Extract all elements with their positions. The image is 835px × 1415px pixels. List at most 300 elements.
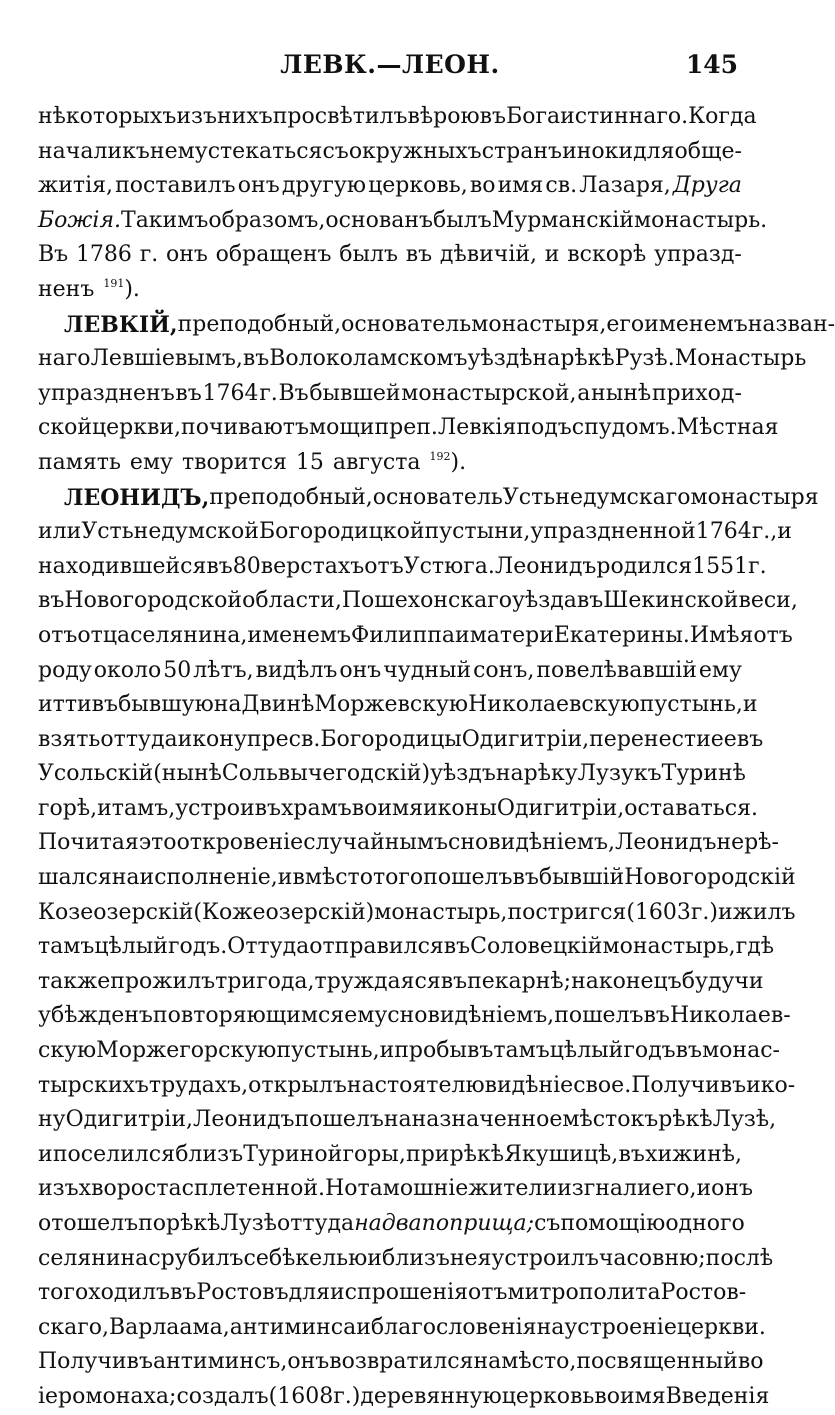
word: 1764 — [202, 380, 259, 406]
word: вмѣсто — [292, 865, 373, 891]
word: пресв. — [246, 726, 321, 752]
word: онъ — [166, 242, 208, 268]
word: ему — [698, 657, 742, 683]
word: и — [718, 899, 733, 925]
text-line — [38, 238, 742, 273]
word: странъ — [481, 138, 563, 164]
word: Оттуда — [227, 934, 310, 960]
text-line — [38, 273, 742, 308]
word: и — [367, 1245, 382, 1271]
word: Леонидъ — [193, 1107, 295, 1133]
word: близъ — [175, 1141, 244, 1167]
text-line — [38, 1138, 742, 1173]
word: тамъ — [38, 934, 95, 960]
word: преп. — [374, 415, 438, 441]
word: келью — [295, 1245, 368, 1271]
word: ненъ — [38, 276, 95, 302]
word: для — [288, 1280, 330, 1306]
word: сонъ, — [473, 657, 535, 683]
word: устроеніе — [564, 1314, 677, 1340]
word: монас- — [702, 1038, 780, 1064]
word: а — [577, 380, 591, 406]
word: упраздненъ — [38, 380, 175, 406]
word: церкви. — [676, 1314, 766, 1340]
word: для — [633, 138, 675, 164]
word: Варлаама, — [108, 1314, 230, 1340]
word: уѣздѣ — [467, 346, 533, 372]
word: дѣвичій, — [439, 242, 538, 268]
word: нихъ — [217, 104, 273, 129]
text-line — [38, 688, 758, 723]
text-line — [38, 584, 798, 619]
word: упразд- — [654, 242, 742, 268]
word: ему — [129, 449, 173, 475]
word: нея — [449, 1245, 492, 1271]
word: на — [473, 1349, 502, 1375]
word: церкви, — [91, 415, 182, 441]
word: рѣ- — [744, 830, 779, 856]
word: его — [606, 311, 645, 337]
word: отъ — [38, 622, 78, 648]
word: ему — [344, 1003, 388, 1029]
word: убѣжденъ — [38, 1003, 153, 1029]
word: около — [93, 657, 162, 683]
word: въ — [91, 692, 119, 718]
word: рѣкѣ — [658, 1107, 713, 1133]
word: ее — [710, 726, 737, 752]
word: въ — [643, 1003, 670, 1029]
text-line — [38, 999, 791, 1034]
word: и — [38, 1141, 53, 1167]
word: въ — [206, 553, 233, 579]
word: и — [777, 519, 792, 545]
word: основатель — [372, 484, 503, 510]
word: на — [536, 1314, 565, 1340]
word: творится — [182, 449, 287, 475]
word: при — [406, 1141, 450, 1167]
word: Шекинской — [603, 588, 739, 614]
word: шался — [38, 865, 112, 891]
word: Получивъ — [631, 1072, 747, 1098]
word: въ — [175, 380, 202, 406]
text-line — [38, 1242, 774, 1277]
text-line — [38, 654, 742, 689]
word: себѣ — [243, 1245, 296, 1271]
word: мѣсто — [562, 1107, 631, 1133]
word: труждаяся — [314, 968, 441, 994]
word: 50 — [163, 657, 192, 683]
word: Бога — [506, 104, 561, 129]
word: Туриной — [243, 1141, 343, 1167]
text-line — [38, 1276, 747, 1311]
word: именемъ — [247, 622, 351, 648]
word: трудахъ, — [148, 1072, 249, 1098]
word: постригся — [507, 899, 627, 925]
word: $^{191}$). — [103, 276, 140, 302]
word: пошелъ — [294, 1107, 384, 1133]
word: Устьнедумской — [81, 519, 259, 545]
word: стекаться — [207, 138, 323, 164]
word: онъ — [287, 1349, 330, 1375]
text-line — [38, 550, 767, 585]
word: изъ — [176, 104, 218, 129]
word: три — [215, 968, 257, 994]
word: рѣкѣ — [449, 1141, 505, 1167]
word: начали — [38, 138, 123, 164]
word: его, — [651, 1176, 697, 1202]
word: истиннаго. — [560, 104, 689, 129]
word: 15 — [295, 449, 324, 475]
word: жилъ — [732, 899, 796, 925]
word: окружныхъ — [348, 138, 482, 164]
word: видѣлъ — [255, 657, 338, 683]
word: рѣку — [523, 761, 578, 787]
word: Николаев- — [669, 1003, 791, 1029]
word: цѣлый — [94, 934, 168, 960]
word: (нынѣ — [153, 761, 222, 787]
word: (Кожеозерскій) — [193, 899, 375, 925]
word: къ — [630, 1107, 659, 1133]
word: храмъ — [281, 795, 352, 821]
word: монастыря — [690, 484, 819, 510]
word: (1603 — [626, 899, 691, 925]
word: во — [469, 173, 496, 199]
word: на — [495, 761, 524, 787]
word: Левшіевымъ, — [90, 346, 243, 372]
text-line — [38, 619, 793, 654]
word: чудный — [383, 657, 472, 683]
word: подъ — [516, 415, 572, 441]
word: монастыря, — [471, 311, 607, 337]
word: въ — [576, 588, 604, 614]
word: находившейся — [38, 553, 207, 579]
word: Левкія — [437, 415, 517, 441]
word: изъ — [38, 1176, 79, 1202]
running-head: ЛЕВК.—ЛЕОН. — [280, 50, 500, 79]
word: преподобный, — [209, 484, 373, 510]
page-number: 145 — [685, 50, 738, 79]
word: въ — [736, 726, 764, 752]
word: тамъ, — [111, 795, 176, 821]
word: 1764 — [695, 519, 752, 545]
word: почиваютъ — [181, 415, 309, 441]
word: имя — [619, 1383, 666, 1409]
word: и — [544, 242, 560, 268]
word: назван- — [747, 311, 835, 337]
word: послѣ — [705, 1245, 774, 1271]
text-line — [38, 826, 779, 861]
text-line — [38, 1380, 770, 1415]
word: нему — [149, 138, 208, 164]
word: Усольскій — [38, 761, 154, 787]
word: Ростовъ — [196, 1280, 289, 1306]
text-line — [38, 515, 792, 550]
word: отъ — [364, 553, 404, 579]
word: Соловецкій — [470, 934, 603, 960]
word: Ростов- — [660, 1280, 747, 1306]
word: въ — [443, 934, 471, 960]
word: помощію — [560, 1211, 666, 1236]
word: Моржегорскую — [96, 1038, 277, 1064]
word: оставаться. — [624, 795, 758, 821]
word: монастырь. — [633, 207, 768, 233]
word: годъ. — [167, 934, 228, 960]
word: мощи — [308, 415, 375, 441]
word: Николаевскую — [468, 692, 640, 718]
word: рѣкѣ — [166, 1211, 221, 1236]
word: имя — [377, 795, 424, 821]
page-header — [38, 44, 742, 94]
word: 1551 — [692, 553, 749, 579]
word: пошелъ — [554, 1003, 644, 1029]
word: Мѣстная — [676, 415, 779, 441]
word: г.) — [333, 1383, 361, 1409]
word: ской — [38, 415, 92, 441]
word: поставилъ — [115, 173, 236, 199]
word: августа — [332, 449, 421, 475]
word: на — [213, 692, 242, 718]
text-line — [38, 308, 835, 343]
word: съ — [322, 138, 349, 164]
footnote-mark: 192 — [429, 449, 451, 463]
word: цѣлый — [549, 1038, 624, 1064]
word: пекарнѣ; — [467, 968, 572, 994]
word: бывшую — [118, 692, 214, 718]
word: Лузу — [577, 761, 634, 787]
word: благословенія — [370, 1314, 537, 1340]
word: Но — [325, 1176, 358, 1202]
word: Въ — [278, 380, 309, 406]
word: открылъ — [248, 1072, 347, 1098]
word: въ — [479, 104, 507, 129]
word: антиминсъ, — [152, 1349, 288, 1375]
word: тамъ — [493, 1038, 550, 1064]
word: Богородицкой — [258, 519, 425, 545]
word: Въ — [38, 242, 69, 268]
word: въ — [38, 588, 65, 614]
word: въ — [512, 865, 539, 891]
word: года, — [256, 968, 315, 994]
word: изгнали — [557, 1176, 652, 1202]
word: возвратился — [329, 1349, 474, 1375]
word: отошелъ — [38, 1211, 139, 1236]
word: Лазаря, — [579, 173, 671, 199]
word: спудомъ. — [571, 415, 677, 441]
word: будучи — [681, 968, 764, 994]
word: монастырь, — [374, 899, 508, 925]
text-line — [38, 1172, 754, 1207]
word: церковь, — [368, 173, 468, 199]
word: во — [737, 1349, 764, 1375]
text-line — [38, 792, 758, 827]
word: Волоколамскомъ — [269, 346, 468, 372]
word: гдѣ — [735, 934, 775, 960]
text-line — [38, 965, 764, 1000]
word: Лузѣ, — [712, 1107, 777, 1133]
word: приход- — [651, 380, 742, 406]
word: того — [38, 1280, 89, 1306]
word: нѣкоторыхъ — [38, 104, 177, 129]
word: житія, — [38, 173, 113, 199]
word: обращенъ — [215, 242, 332, 268]
text-line — [38, 1345, 764, 1380]
word: Мурманскій — [491, 207, 634, 233]
word: горы, — [342, 1141, 406, 1167]
word: тамошніе — [357, 1176, 469, 1202]
word: обще- — [674, 138, 742, 164]
word: ходилъ — [88, 1280, 171, 1306]
word: $^{192}$). — [429, 449, 467, 475]
book-page — [38, 44, 835, 1415]
word: два — [381, 1211, 422, 1236]
text-line — [38, 1207, 745, 1242]
word: г. — [139, 242, 159, 268]
word: Леонидъ — [614, 830, 717, 856]
word: Туринѣ — [661, 761, 746, 787]
word: г. — [259, 380, 278, 406]
word: Новогородской — [64, 588, 243, 614]
word: не — [716, 830, 745, 856]
word: нынѣ — [591, 380, 652, 406]
word: скую — [38, 1038, 97, 1064]
word: на — [354, 1211, 382, 1236]
word: наконецъ — [571, 968, 682, 994]
word: уѣздъ — [430, 761, 496, 787]
word: хижинѣ, — [645, 1141, 742, 1167]
word: другую — [281, 173, 367, 199]
word: упраздненной — [530, 519, 696, 545]
word: Пошехонскаго — [341, 588, 512, 614]
word: Екатерины. — [553, 622, 690, 648]
word: видѣніе — [484, 1072, 574, 1098]
word: во — [351, 795, 378, 821]
word: прожилъ — [110, 968, 216, 994]
word: пошелъ — [423, 865, 513, 891]
word: монастырь, — [602, 934, 736, 960]
word: годъ — [623, 1038, 676, 1064]
word: бывшій — [538, 865, 625, 891]
text-line — [38, 1034, 780, 1069]
word: церковь — [501, 1383, 595, 1409]
word: случайнымъ — [303, 830, 449, 856]
word: отца — [77, 622, 131, 648]
text-line — [38, 169, 742, 204]
text-line — [38, 411, 779, 446]
word: устроивъ — [175, 795, 281, 821]
word: поприща; — [421, 1211, 535, 1236]
word: съ — [534, 1211, 561, 1236]
word: пустынь, — [639, 692, 743, 718]
text-line — [38, 757, 746, 792]
word: Лузѣ — [220, 1211, 277, 1236]
word: пустынь, — [276, 1038, 380, 1064]
word: преподобный, — [177, 311, 342, 337]
word: Двинѣ — [241, 692, 315, 718]
word: 1786 — [75, 242, 132, 268]
word: близъ — [381, 1245, 450, 1271]
word: вѣрою — [407, 104, 480, 129]
word: посвященный — [576, 1349, 738, 1375]
word: пробывъ — [394, 1038, 494, 1064]
word: основанъ — [325, 207, 434, 233]
word: г. — [748, 553, 767, 579]
word: образомъ, — [208, 207, 326, 233]
word: пустыни, — [424, 519, 531, 545]
footnote-mark: 191 — [103, 276, 125, 290]
word: Друга — [672, 173, 742, 199]
text-line — [38, 896, 796, 931]
word: Богородицы — [320, 726, 462, 752]
word: и — [97, 795, 112, 821]
text-line — [38, 1311, 766, 1346]
word: Сольвычегодскій) — [221, 761, 431, 787]
word: и — [356, 1314, 371, 1340]
word: въ — [242, 346, 270, 372]
word: Одигитріи, — [461, 726, 590, 752]
word: наго — [38, 346, 91, 372]
word: основатель — [341, 311, 472, 337]
word: итти — [38, 692, 92, 718]
word: св. — [545, 173, 578, 199]
word: бывшей — [309, 380, 401, 406]
word: оттуда — [276, 1211, 355, 1236]
word: митрополита — [507, 1280, 661, 1306]
word: матери — [469, 622, 554, 648]
word: селянина, — [130, 622, 248, 648]
word: Якушицѣ, — [504, 1141, 619, 1167]
word: Козеозерскій — [38, 899, 194, 925]
word: исполненіе, — [139, 865, 278, 891]
word: взять — [38, 726, 101, 752]
word: на — [383, 1107, 412, 1133]
word: ЛЕОНИДЪ, — [64, 484, 210, 511]
word: горѣ, — [38, 795, 98, 821]
word: настоятелю — [346, 1072, 485, 1098]
word: мѣсто, — [501, 1349, 577, 1375]
text-line — [38, 204, 768, 239]
word: роду — [38, 657, 92, 683]
word: память — [38, 449, 121, 475]
word: Филиппа — [351, 622, 456, 648]
word: и — [742, 692, 758, 718]
text-line — [38, 930, 775, 965]
body-text — [38, 100, 835, 1415]
word: монастырской, — [401, 380, 577, 406]
word: и — [379, 1038, 395, 1064]
word: деревянную — [360, 1383, 502, 1409]
text-line — [38, 861, 796, 896]
word: также — [38, 968, 111, 994]
word: Рузѣ. — [614, 346, 675, 372]
word: онъ — [339, 657, 382, 683]
word: часовню; — [598, 1245, 706, 1271]
word: жители — [468, 1176, 558, 1202]
word: того — [372, 865, 424, 891]
word: въ — [440, 968, 468, 994]
word: повторяющимся — [152, 1003, 345, 1029]
word: ико- — [746, 1072, 796, 1098]
word: иноки — [562, 138, 634, 164]
word: іеромонаха; — [38, 1383, 177, 1409]
word: назначенное — [411, 1107, 563, 1133]
word: отъ — [753, 622, 793, 648]
word: онъ — [711, 1176, 754, 1202]
word: оттуда — [100, 726, 178, 752]
text-line — [38, 723, 764, 758]
word: сновидѣніемъ, — [448, 830, 615, 856]
word: г.) — [690, 899, 718, 925]
word: одного — [665, 1211, 745, 1236]
